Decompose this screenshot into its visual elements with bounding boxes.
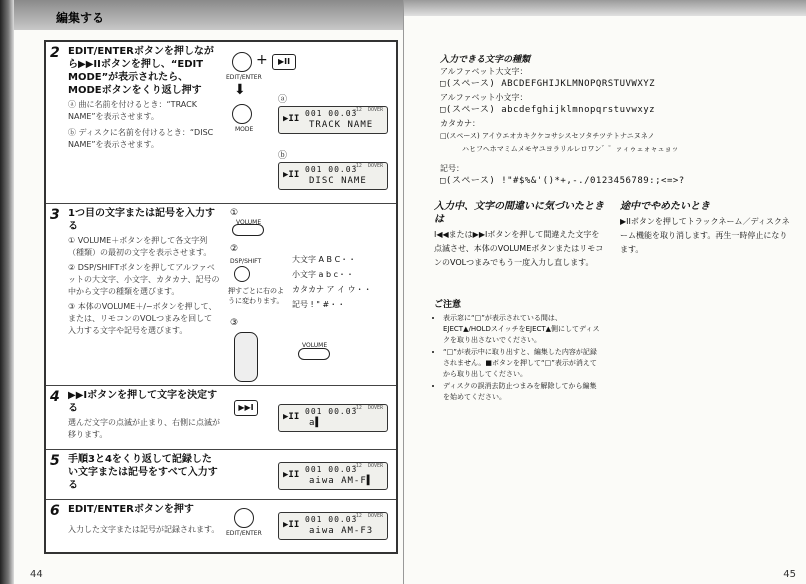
symbol-value: □(スペース) !"#$%&'()*+,-./0123456789:;<=>? [440, 176, 685, 186]
step-illustration [224, 42, 396, 203]
lcd-line1: 001 00.03 [305, 407, 358, 416]
section-title: 入力できる文字の種類 [440, 55, 531, 65]
step-body-line: ③ 本体のVOLUME＋/−ボタンを押して、または、リモコンのVOLつまみを回して入力する文字や記号を選びます。 [68, 302, 217, 335]
lcd-line1: 001 00.03 [305, 465, 358, 474]
edit-enter-button-icon [232, 52, 252, 72]
volume-caption: VOLUME [236, 219, 262, 226]
lcd-indicator: ∼12 DOVER [352, 163, 383, 169]
cycle-item: 小文字 a b c・・ [292, 270, 355, 279]
mode-button-icon [232, 104, 252, 124]
lower-label: アルファベット小文字： [440, 93, 528, 102]
marker-1: ① [230, 208, 239, 218]
section-title: 途中でやめたいとき [620, 201, 710, 212]
step-title: ▶▶Iボタンを押して文字を決定する [68, 390, 218, 414]
step-body-line: ⓐ 曲に名前を付けるとき：“TRACK NAME”を表示させます。 [68, 100, 197, 121]
step-body-line: ① VOLUME＋ボタンを押して各文字列（種類）の最初の文字を表示させます。 [68, 236, 212, 257]
step-number: 4 [50, 389, 60, 405]
lcd-display [278, 512, 388, 540]
step-body-line: ② DSP/SHIFTボタンを押してアルファベットの大文字、小文字、カタカナ、記号の中から文字の種類を選びます。 [68, 263, 220, 296]
lcd-display-a [278, 106, 388, 134]
arrow-down-icon: ⬇ [234, 82, 246, 98]
cycle-item: 記号 ! " #・・ [292, 300, 346, 309]
steps-box [44, 40, 398, 554]
step-body-line: 入力した文字または記号が記録されます。 [68, 525, 220, 534]
step-illustration [224, 204, 396, 385]
marker-b: ⓑ [278, 151, 288, 161]
quit-section [620, 200, 790, 257]
lcd-indicator: ∼12 DOVER [352, 463, 383, 469]
lcd-line2: TRACK NAME [309, 120, 374, 130]
char-types-section [440, 52, 740, 188]
symbol-label: 記号： [440, 164, 464, 173]
play-pause-button-icon: ▶II [272, 54, 296, 70]
step-number: 6 [50, 503, 60, 519]
step-title: EDIT/ENTERボタンを押しながら▶▶IIボタンを押し、“EDIT MODE”が表示されたら、MODEボタンをくり返し押す [68, 46, 214, 96]
caution-title: ご注意 [434, 300, 462, 310]
edit-enter-button-icon [234, 508, 254, 528]
step-2 [46, 42, 396, 204]
upper-label: アルファベット大文字： [440, 67, 528, 76]
caution-item: • “□”が表示中に取り出すと、編集した内容が記録されません。■ボタンを押して“□”表示が消えてから取り出してください。 [443, 347, 602, 380]
edit-enter-caption: EDIT/ENTER [226, 74, 262, 81]
section-body: ▶IIボタンを押してトラックネーム／ディスクネーム機能を取り消します。再生一時停止になります。 [620, 217, 790, 254]
step-body [68, 235, 220, 337]
step-illustration [224, 500, 396, 552]
page-title: 編集する [56, 11, 105, 25]
lcd-line2: aiwa AM-F▌ [309, 476, 374, 486]
kana-label: カタカナ： [440, 119, 480, 128]
step-6 [46, 500, 396, 552]
section-body: I◀◀または▶▶Iボタンを押して間違えた文字を点滅させ、本体のVOLUMEボタンまたはリモコンのVOLつまみでもう一度入力し直します。 [434, 230, 604, 267]
caution-list [434, 313, 602, 403]
lcd-line2: a▌ [309, 418, 322, 428]
dsp-shift-caption: DSP/SHIFT [230, 258, 262, 265]
char-type-cycle [292, 252, 392, 312]
step-3 [46, 204, 396, 386]
press-note: 押すごとに右のように変わります。 [228, 287, 284, 305]
upper-value: □(スペース) ABCDEFGHIJKLMNOPQRSTUVWXYZ [440, 79, 656, 89]
caution-section [434, 300, 602, 404]
plus-icon: + [256, 52, 268, 68]
lcd-line2: DISC NAME [309, 176, 367, 186]
step-number: 3 [50, 207, 60, 223]
play-pause-icon: ▶II [283, 412, 300, 422]
play-pause-icon: ▶II [283, 170, 300, 180]
dsp-shift-button-icon [234, 266, 250, 282]
marker-a: ⓐ [278, 95, 288, 105]
play-pause-icon: ▶II [283, 114, 300, 124]
step-illustration [224, 386, 396, 449]
page-number-right: 45 [783, 569, 796, 580]
page-number-left: 44 [30, 569, 43, 580]
lcd-line1: 001 00.03 [305, 515, 358, 524]
lcd-line2: aiwa AM-F3 [309, 526, 374, 536]
step-5 [46, 450, 396, 500]
lcd-indicator: ∼12 DOVER [352, 513, 383, 519]
kana-value-1: □(スペース) アイウエオカキクケコサシスセソタチツテトナニヌネノ [440, 132, 655, 140]
step-title: 1つ目の文字または記号を入力する [68, 208, 215, 232]
section-title: 入力中、文字の間違いに気づいたときは [434, 201, 604, 225]
step-body-line: ⓑ ディスクに名前を付けるとき：“DISC NAME”を表示させます。 [68, 128, 214, 149]
cycle-item: 大文字 A B C・・ [292, 255, 357, 264]
edit-enter-caption: EDIT/ENTER [226, 530, 262, 537]
lcd-line1: 001 00.03 [305, 109, 358, 118]
lower-value: □(スペース) abcdefghijklmnopqrstuvwxyz [440, 105, 656, 115]
volume-caption: VOLUME [302, 342, 328, 349]
step-body [68, 417, 220, 441]
play-pause-icon: ▶II [283, 470, 300, 480]
caution-item: • 表示窓に“□”が表示されている間は、EJECT▲/HOLDスイッチをEJECT▲側にしてディスクを取り出さないでください。 [443, 313, 602, 346]
kana-value-2: ハヒフヘホマミムメモヤユヨラリルレロワン゛゜ァィゥェォャュョッ [462, 145, 679, 153]
lcd-indicator: ∼12 DOVER [352, 405, 383, 411]
step-body [68, 99, 220, 151]
caution-item: • ディスクの誤消去防止つまみを解除してから編集を始めてください。 [443, 381, 602, 403]
lcd-display [278, 462, 388, 490]
marker-3: ③ [230, 318, 239, 328]
cycle-item: カタカナ ア イ ウ・・ [292, 285, 372, 294]
step-illustration [224, 450, 396, 499]
mistake-section [434, 200, 606, 270]
lcd-display [278, 404, 388, 432]
mode-caption: MODE [235, 126, 254, 133]
step-title: EDIT/ENTERボタンを押す [68, 504, 194, 515]
lcd-line1: 001 00.03 [305, 165, 358, 174]
lcd-display-b [278, 162, 388, 190]
step-number: 2 [50, 45, 60, 61]
next-button-icon: ▶▶I [234, 400, 258, 416]
right-page [404, 0, 806, 584]
play-pause-icon: ▶II [283, 520, 300, 530]
header-bar [404, 0, 806, 16]
lcd-indicator: ∼12 DOVER [352, 107, 383, 113]
step-4 [46, 386, 396, 450]
step-number: 5 [50, 453, 60, 469]
remote-control-icon [234, 332, 258, 382]
step-body-line: 選んだ文字の点滅が止まり、右側に点滅が移ります。 [68, 418, 220, 439]
step-body [68, 524, 220, 536]
book-spine [0, 0, 14, 584]
step-title: 手順3と4をくり返して記録したい文字または記号をすべて入力する [68, 454, 218, 491]
marker-2: ② [230, 244, 239, 254]
volume-button-icon [298, 348, 330, 360]
